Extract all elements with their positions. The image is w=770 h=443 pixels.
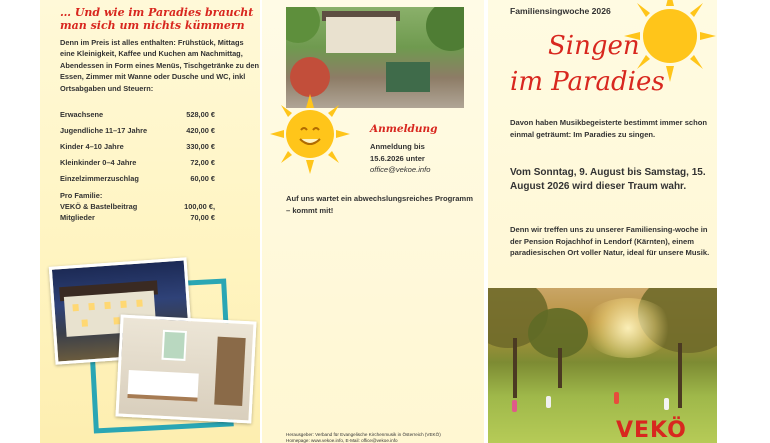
price-heading-line2: man sich um nichts kümmern	[60, 19, 245, 32]
family-label: VEKÖ & Bastelbeitrag	[60, 202, 138, 211]
price-label: Erwachsene	[60, 110, 104, 119]
price-label: Kleinkinder 0–4 Jahre	[60, 158, 137, 167]
family-value: 70,00 €	[190, 213, 215, 222]
registration-email-link[interactable]: office@vekoe.info	[370, 165, 431, 174]
event-dates: Vom Sonntag, 9. August bis Samstag, 15. August 2026 wird dieser Traum wahr.	[510, 167, 706, 192]
price-value: 420,00 €	[186, 126, 215, 135]
price-row	[60, 126, 215, 142]
price-table	[60, 110, 215, 190]
event-intro: Davon haben Musikbegeisterte bestimmt immer schon einmal geträumt: Im Paradies zu singen.	[510, 118, 708, 139]
price-value: 72,00 €	[190, 158, 215, 167]
event-kicker: Familiensingwoche 2026	[510, 6, 611, 16]
registration-text	[370, 141, 480, 176]
registration-title: Anmeldung	[370, 123, 438, 135]
family-value: 100,00 €,	[184, 202, 215, 211]
event-title-line1: Singen	[548, 31, 640, 61]
family-row	[60, 201, 215, 212]
price-label: Einzelzimmerzuschlag	[60, 174, 139, 183]
imprint-line: Herausgeber: Verband für Evangelische Kirchenmusik in Österreich (VEKÖ)	[286, 432, 441, 437]
price-intro: Denn im Preis ist alles enthalten: Frühstück, Mittags eine Kleinigkeit, Kaffee und Kuchen am Nachmittag, Abendessen in Form eines Menüs, Tischgetränke zu den Essen, Zimmer mit Wanne oder Dusche und WC, inkl Ortsabgaben und Steuern:	[60, 38, 260, 93]
family-title: Pro Familie:	[60, 191, 103, 200]
registration-line: Anmeldung bis	[370, 142, 425, 151]
event-description: Denn wir treffen uns zu unserer Familiensing-woche in der Pension Rojachhof in Lendorf (Kärnten), einem paradiesischen Ort voller Natur, ideal für unsere Musik.	[510, 225, 710, 257]
price-value: 60,00 €	[190, 174, 215, 183]
price-row	[60, 142, 215, 158]
price-label: Kinder 4–10 Jahre	[60, 142, 124, 151]
smiling-sun-icon	[268, 92, 352, 176]
event-title-line2: im Paradies	[510, 67, 665, 97]
price-row	[60, 110, 215, 126]
price-heading	[60, 6, 260, 32]
event-title	[510, 28, 710, 100]
imprint-line: Homepage: www.vekoe.info, E-Mail: office@vekoe.info	[286, 437, 398, 443]
price-value: 528,00 €	[186, 110, 215, 119]
family-label: Mitglieder	[60, 213, 95, 222]
price-heading-line1: … Und wie im Paradies braucht	[60, 6, 254, 19]
price-row	[60, 174, 215, 190]
family-row	[60, 212, 215, 223]
price-row	[60, 158, 215, 174]
price-value: 330,00 €	[186, 142, 215, 151]
veko-logo: VEKÖ	[616, 418, 687, 443]
imprint	[286, 432, 482, 443]
registration-line: 15.6.2026 unter	[370, 153, 425, 163]
price-panel	[40, 0, 260, 443]
hotel-room-photo	[115, 315, 256, 424]
cover-panel	[488, 0, 717, 443]
family-pricing	[60, 190, 215, 223]
price-label: Jugendliche 11–17 Jahre	[60, 126, 148, 135]
registration-panel	[262, 0, 484, 443]
program-text: Auf uns wartet ein abwechslungsreiches Programm – kommt mit!	[286, 194, 473, 215]
